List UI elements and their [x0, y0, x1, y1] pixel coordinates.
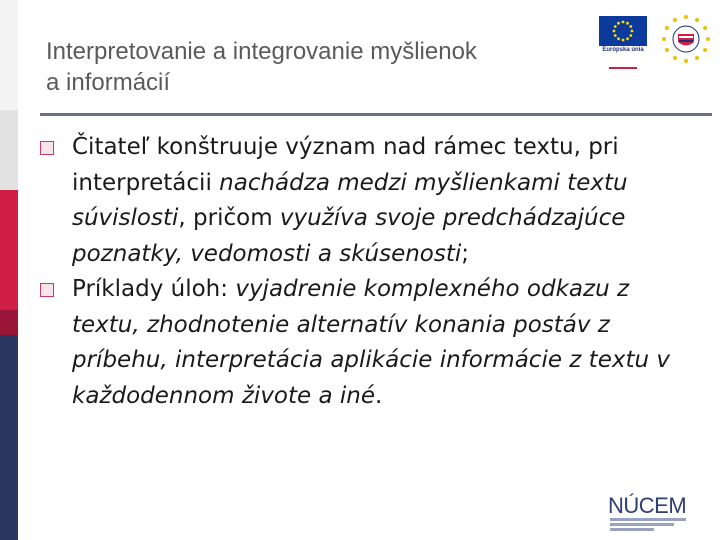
bullet-text-italic: nachádza medzi myšlienkami textu súvislosti	[72, 169, 628, 231]
slide-title	[46, 36, 566, 98]
nucem-wordmark: NÚCEM	[608, 493, 687, 518]
eu-subcaption-mark	[599, 55, 647, 58]
slide-title-line2: a informácií	[46, 69, 171, 96]
slide-title-line1: Interpretovanie a integrovanie myšlienok	[46, 38, 477, 65]
nucem-logo	[608, 494, 690, 534]
bullet-text: .	[375, 382, 383, 409]
bullet-text: ;	[461, 240, 470, 267]
bullet-text: Príklady úloh:	[72, 276, 236, 302]
sidebar-segment	[0, 190, 18, 310]
bullet-text-italic: vyjadrenie komplexného odkazu z textu, zhodnotenie alternatív konania postáv z príbehu, interpretácia aplikácie informácie z textu v každodennom živote a iné	[72, 276, 670, 409]
eu-flag-icon	[599, 16, 647, 46]
square-bullet-icon	[40, 283, 54, 297]
eu-flag-logo	[599, 16, 647, 60]
sidebar-segment	[0, 310, 18, 335]
slide-body	[40, 130, 680, 414]
sidebar-segment	[0, 0, 18, 110]
bullet-text: , pričom	[178, 205, 280, 231]
sk-eu-presidency-logo	[658, 12, 714, 66]
eu-caption: Európska únia	[602, 47, 644, 53]
sidebar-decoration	[0, 0, 18, 540]
bullet-item-1	[40, 130, 680, 272]
bullet-text: Čitateľ konštruuje význam nad rámec textu, pri interpretácii	[72, 134, 619, 196]
nucem-tagline-lines	[610, 518, 686, 533]
sidebar-segment	[0, 110, 18, 190]
bullet-text-italic: využíva svoje predchádzajúce poznatky, vedomosti a skúsenosti	[72, 205, 626, 267]
square-bullet-icon	[40, 141, 54, 155]
title-divider	[40, 113, 712, 116]
bullet-item-2	[40, 272, 680, 414]
sidebar-segment	[0, 335, 18, 540]
